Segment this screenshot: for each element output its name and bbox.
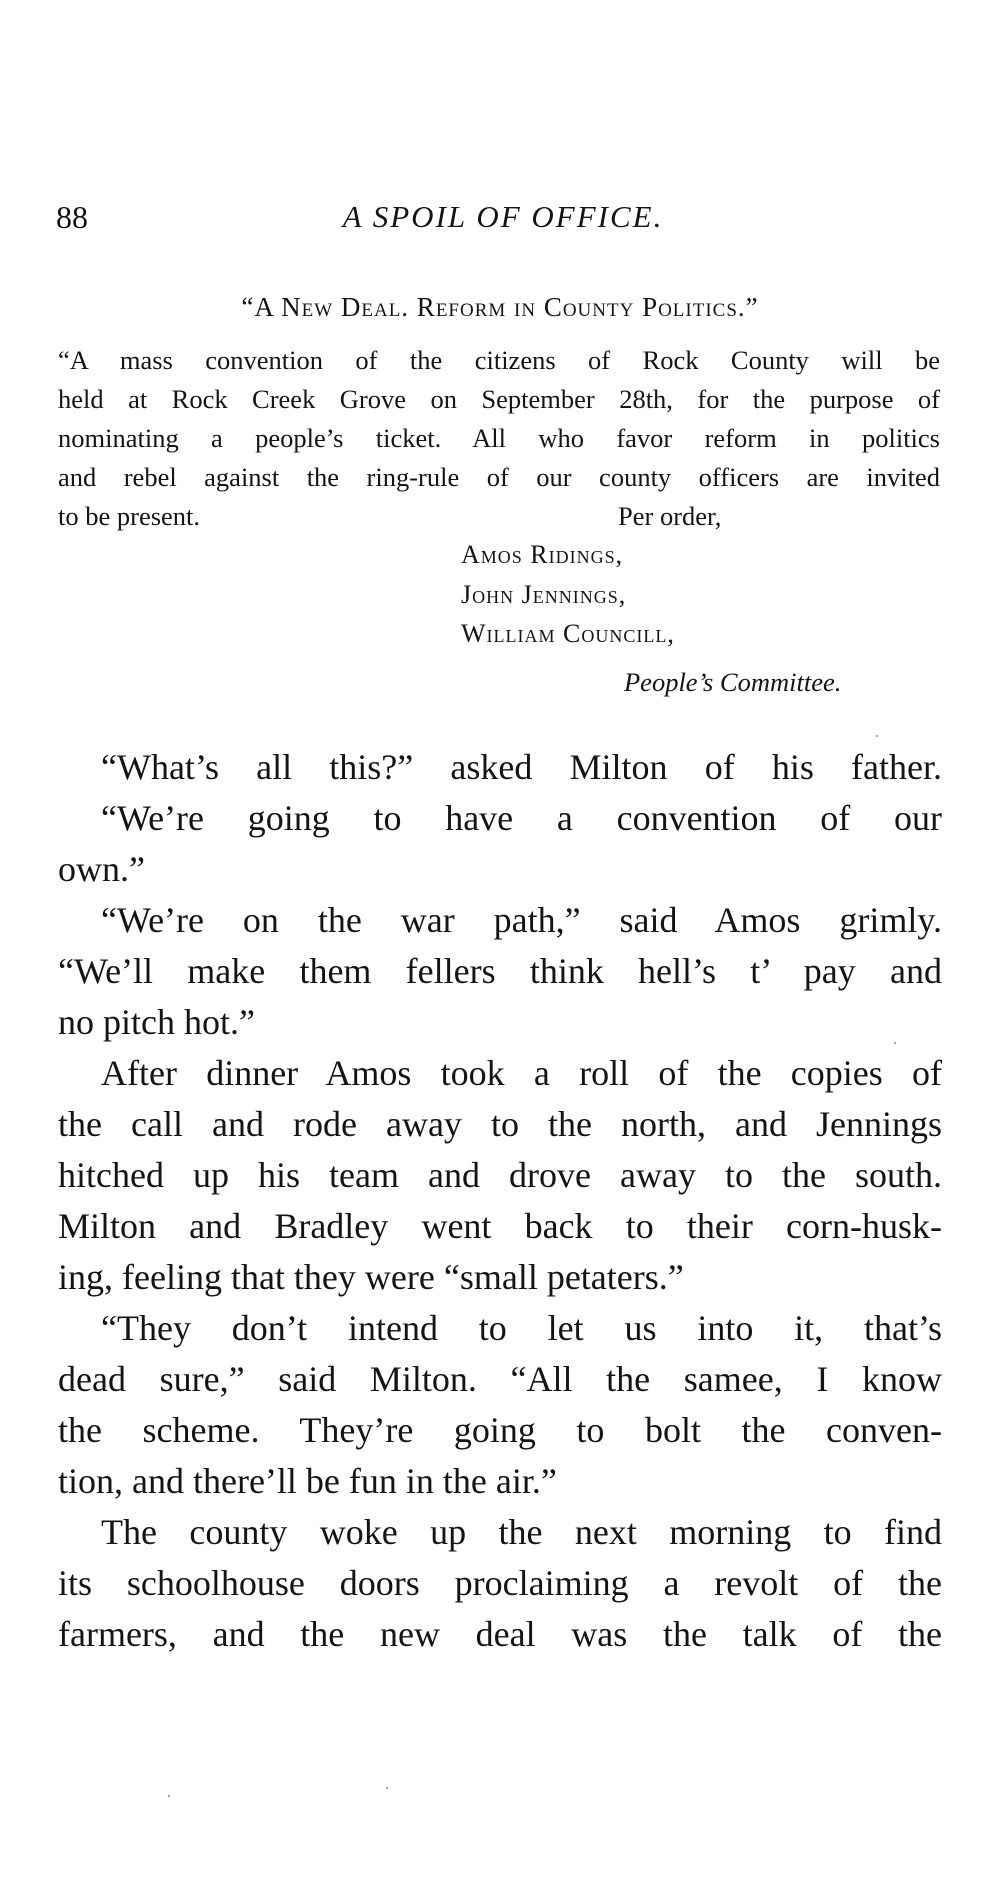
body-line: the scheme. They’re going to bolt the conven-	[58, 1410, 942, 1450]
notice-sign-off: Per order,	[618, 501, 722, 531]
scan-speck	[168, 1795, 170, 1797]
notice-signer: William Councill,	[461, 619, 675, 648]
body-line: dead sure,” said Milton. “All the samee, I know	[58, 1359, 942, 1399]
body-line: “What’s all this?” asked Milton of his father.	[101, 747, 942, 787]
body-line: “We’re going to have a convention of our	[101, 798, 942, 838]
scan-speck	[386, 1787, 388, 1789]
notice-signer: John Jennings,	[461, 580, 627, 609]
scan-speck	[894, 1042, 896, 1044]
body-line: “We’re on the war path,” said Amos grimly.	[101, 900, 942, 940]
body-line: “They don’t intend to let us into it, that’s	[101, 1308, 942, 1348]
notice-line: and rebel against the ring-rule of our county officers are invited	[58, 462, 940, 492]
body-line: the call and rode away to the north, and Jennings	[58, 1104, 942, 1144]
running-title: A SPOIL OF OFFICE.	[342, 199, 664, 234]
body-line: Milton and Bradley went back to their corn-husk-	[58, 1206, 942, 1246]
body-line: After dinner Amos took a roll of the copies of	[101, 1053, 942, 1093]
body-line: “We’ll make them fellers think hell’s t’ pay and	[58, 951, 942, 991]
scan-speck	[876, 735, 878, 737]
body-line: hitched up his team and drove away to the south.	[58, 1155, 942, 1195]
notice-heading: “A New Deal. Reform in County Politics.”	[241, 292, 759, 322]
body-line: tion, and there’ll be fun in the air.”	[58, 1461, 557, 1501]
body-line: own.”	[58, 849, 145, 889]
body-line: ing, feeling that they were “small petaters.”	[58, 1257, 684, 1297]
notice-line: nominating a people’s ticket. All who favor reform in politics	[58, 423, 940, 453]
notice-line: “A mass convention of the citizens of Rock County will be	[58, 345, 940, 375]
notice-signer: Amos Ridings,	[461, 540, 624, 569]
body-line: no pitch hot.”	[58, 1002, 255, 1042]
page-number: 88	[56, 199, 88, 235]
body-line: The county woke up the next morning to find	[101, 1512, 942, 1552]
notice-line: to be present.	[58, 501, 201, 531]
notice-line: held at Rock Creek Grove on September 28th, for the purpose of	[58, 384, 940, 414]
body-line: its schoolhouse doors proclaiming a revolt of the	[58, 1563, 942, 1603]
notice-committee: People’s Committee.	[624, 667, 842, 697]
body-line: farmers, and the new deal was the talk of the	[58, 1614, 942, 1654]
